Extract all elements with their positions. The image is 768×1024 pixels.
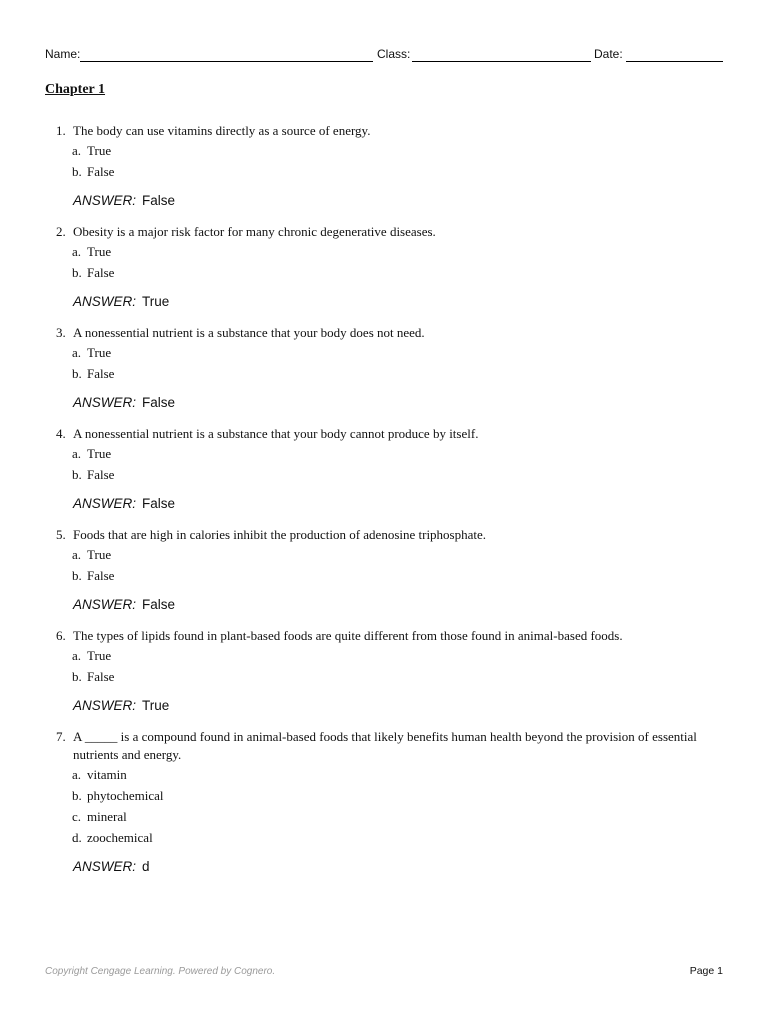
question-text — [45, 728, 725, 764]
option-a — [45, 645, 725, 666]
question-number: 2. — [56, 224, 66, 239]
option-letter: b. — [72, 568, 82, 583]
option-letter: b. — [72, 669, 82, 684]
class-field-line — [412, 61, 591, 62]
question-3 — [45, 324, 725, 412]
option-text: True — [87, 143, 112, 158]
option-text: True — [87, 547, 112, 562]
option-letter: a. — [72, 446, 82, 461]
option-letter: a. — [72, 648, 82, 663]
option-letter: a. — [72, 767, 82, 782]
option-letter: b. — [72, 467, 82, 482]
question-number: 3. — [56, 325, 66, 340]
question-text — [45, 627, 725, 645]
answer-label: ANSWER: — [73, 193, 137, 208]
class-label: Class: — [377, 47, 411, 61]
option-text: False — [87, 366, 115, 381]
option-b — [45, 464, 725, 485]
question-text — [45, 122, 725, 140]
answer-line — [45, 192, 725, 210]
option-text: True — [87, 446, 112, 461]
option-letter: a. — [72, 244, 82, 259]
answer-label: ANSWER: — [73, 859, 137, 874]
option-a — [45, 764, 725, 785]
answer-label: ANSWER: — [73, 698, 137, 713]
answer-label: ANSWER: — [73, 496, 137, 511]
question-stem: A nonessential nutrient is a substance that your body does not need. — [73, 325, 425, 340]
question-stem: Foods that are high in calories inhibit the production of adenosine triphosphate. — [73, 527, 487, 542]
option-b — [45, 785, 725, 806]
option-letter: a. — [72, 143, 82, 158]
question-stem: A nonessential nutrient is a substance that your body cannot produce by itself. — [73, 426, 479, 441]
option-d — [45, 827, 725, 848]
question-stem: The types of lipids found in plant-based foods are quite different from those found in animal-based foods. — [73, 628, 623, 643]
option-b — [45, 262, 725, 283]
question-number: 7. — [56, 729, 66, 744]
question-text — [45, 324, 725, 342]
question-6 — [45, 627, 725, 715]
question-stem: A _____ is a compound found in animal-based foods that likely benefits human health beyond the provision of essential nutrients and energy. — [73, 729, 697, 762]
answer-value: True — [142, 294, 170, 309]
option-letter: d. — [72, 830, 82, 845]
option-text: False — [87, 467, 115, 482]
option-text: True — [87, 244, 112, 259]
answer-value: d — [142, 859, 150, 874]
student-info-header — [45, 46, 723, 66]
option-a — [45, 342, 725, 363]
question-text — [45, 223, 725, 241]
answer-line — [45, 697, 725, 715]
answer-line — [45, 293, 725, 311]
date-label: Date: — [594, 47, 623, 61]
option-a — [45, 241, 725, 262]
answer-line — [45, 596, 725, 614]
question-number: 6. — [56, 628, 66, 643]
answer-line — [45, 495, 725, 513]
question-text — [45, 425, 725, 443]
option-b — [45, 161, 725, 182]
option-text: vitamin — [87, 767, 127, 782]
answer-label: ANSWER: — [73, 597, 137, 612]
chapter-title: Chapter 1 — [45, 82, 106, 97]
answer-line — [45, 858, 725, 876]
answer-value: False — [142, 496, 176, 511]
question-number: 4. — [56, 426, 66, 441]
question-5 — [45, 526, 725, 614]
option-letter: b. — [72, 265, 82, 280]
question-2 — [45, 223, 725, 311]
answer-line — [45, 394, 725, 412]
option-letter: b. — [72, 788, 82, 803]
option-text: True — [87, 648, 112, 663]
option-text: zoochemical — [87, 830, 153, 845]
option-text: mineral — [87, 809, 127, 824]
answer-value: False — [142, 395, 176, 410]
question-7 — [45, 728, 725, 876]
question-stem: The body can use vitamins directly as a source of energy. — [73, 123, 371, 138]
name-field-line — [80, 61, 373, 62]
option-a — [45, 443, 725, 464]
option-a — [45, 544, 725, 565]
option-b — [45, 363, 725, 384]
option-b — [45, 565, 725, 586]
option-letter: a. — [72, 345, 82, 360]
option-text: True — [87, 345, 112, 360]
answer-value: False — [142, 193, 176, 208]
question-stem: Obesity is a major risk factor for many chronic degenerative diseases. — [73, 224, 436, 239]
answer-label: ANSWER: — [73, 395, 137, 410]
option-text: False — [87, 265, 115, 280]
answer-value: True — [142, 698, 170, 713]
option-a — [45, 140, 725, 161]
date-field-line — [626, 61, 723, 62]
option-text: False — [87, 164, 115, 179]
option-letter: c. — [72, 809, 82, 824]
option-letter: b. — [72, 164, 82, 179]
option-text: phytochemical — [87, 788, 164, 803]
question-4 — [45, 425, 725, 513]
option-c — [45, 806, 725, 827]
option-letter: a. — [72, 547, 82, 562]
copyright-footer: Copyright Cengage Learning. Powered by Cognero. — [45, 966, 276, 977]
question-number: 5. — [56, 527, 66, 542]
option-letter: b. — [72, 366, 82, 381]
question-1 — [45, 122, 725, 210]
answer-value: False — [142, 597, 176, 612]
option-text: False — [87, 568, 115, 583]
page-number: Page 1 — [689, 965, 723, 977]
option-text: False — [87, 669, 115, 684]
option-b — [45, 666, 725, 687]
answer-label: ANSWER: — [73, 294, 137, 309]
question-text — [45, 526, 725, 544]
name-label: Name: — [45, 47, 81, 61]
question-number: 1. — [56, 123, 66, 138]
